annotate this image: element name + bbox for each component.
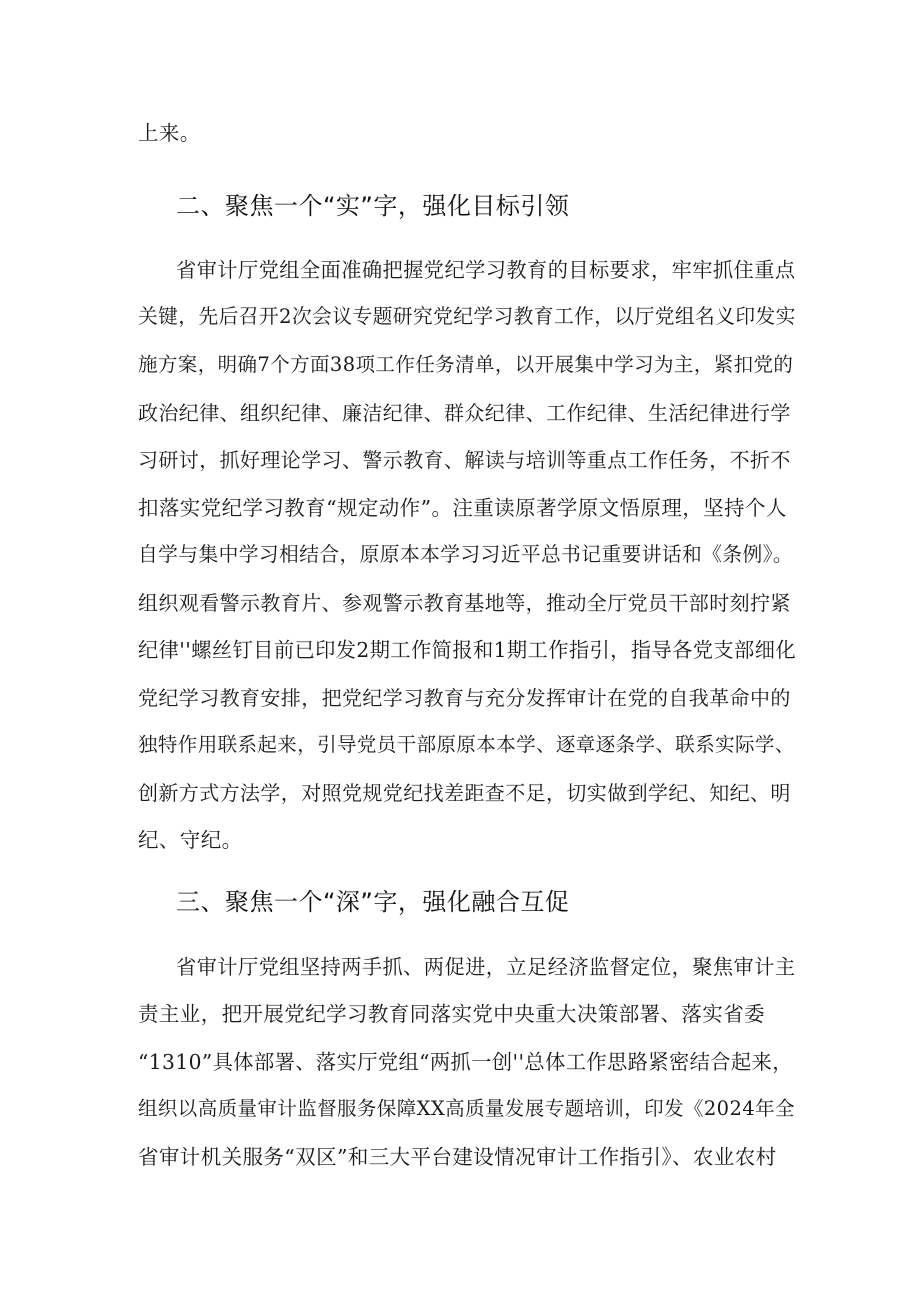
paragraph-line: 政治纪律、组织纪律、廉洁纪律、群众纪律、工作纪律、生活纪律进行学 xyxy=(138,401,791,425)
paragraph-line: 纪、守纪。 xyxy=(138,828,243,852)
paragraph-line: 扣落实党纪学习教育“规定动作”。注重读原著学原文悟原理，坚持个人 xyxy=(138,496,787,520)
paragraph-line: 组织以高质量审计监督服务保障XX高质量发展专题培训，印发《2024年全 xyxy=(138,1097,795,1120)
paragraph-line: 施方案，明确7个方面38项工作任务清单，以开展集中学习为主，紧扣党的 xyxy=(138,353,794,376)
paragraph-line: 创新方式方法学，对照党规党纪找差距查不足，切实做到学纪、知纪、明 xyxy=(138,781,791,805)
section-heading-3: 三、聚焦一个“深”字，强化融合互促 xyxy=(176,888,570,916)
paragraph-line: 省审计机关服务“双区”和三大平台建设情况审计工作指引》、农业农村 xyxy=(138,1145,777,1169)
paragraph-line: 组织观看警示教育片、参观警示教育基地等，推动全厅党员干部时刻拧紧 xyxy=(138,591,791,615)
paragraph-line: 独特作用联系起来，引导党员干部原原本本学、逐章逐条学、联系实际学、 xyxy=(138,733,795,756)
paragraph-line: 自学与集中学习相结合，原原本本学习习近平总书记重要讲话和《条例》。 xyxy=(138,543,794,566)
paragraph-line: 省审计厅党组全面准确把握党纪学习教育的目标要求，牢牢抓住重点 xyxy=(176,258,796,282)
paragraph-line: 责主业，把开展党纪学习教育同落实党中央重大决策部署、落实省委 xyxy=(138,1002,765,1026)
paragraph-line: 党纪学习教育安排，把党纪学习教育与充分发挥审计在党的自我革命中的 xyxy=(138,686,791,710)
paragraph-line: 习研讨，抓好理论学习、警示教育、解读与培训等重点工作任务，不折不 xyxy=(138,448,791,472)
paragraph-line: 省审计厅党组坚持两手抓、两促进，立足经济监督定位，聚焦审计主 xyxy=(176,955,796,979)
paragraph-line: 上来。 xyxy=(138,121,201,145)
paragraph-line: “1310”具体部署、落实厅党组“两抓一创''总体工作思路紧密结合起来， xyxy=(138,1050,793,1074)
paragraph-line: 关键，先后召开2次会议专题研究党纪学习教育工作，以厅党组名义印发实 xyxy=(138,305,796,328)
paragraph-line: 纪律''螺丝钉目前已印发2期工作简报和1期工作指引，指导各党支部细化 xyxy=(138,638,797,662)
section-heading-2: 二、聚焦一个“实”字，强化目标引领 xyxy=(176,192,570,220)
